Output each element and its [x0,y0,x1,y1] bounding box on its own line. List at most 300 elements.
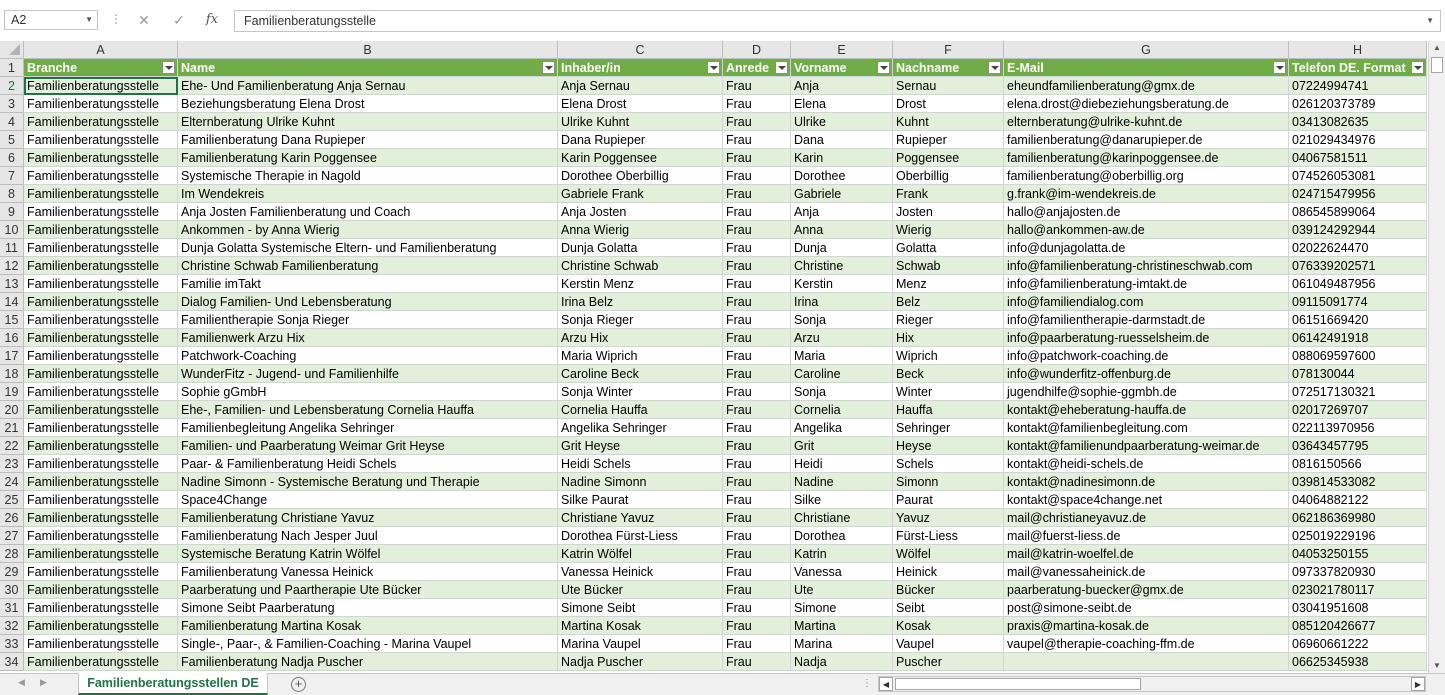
cell-nachname[interactable]: Simonn [893,473,1004,491]
cell-vorname[interactable]: Heidi [791,455,893,473]
filter-dropdown-icon[interactable] [775,61,788,74]
cell-inhaber[interactable]: Cornelia Hauffa [558,401,723,419]
cell-branche[interactable]: Familienberatungsstelle [24,185,178,203]
cell-branche[interactable]: Familienberatungsstelle [24,95,178,113]
sheet-tab-active[interactable]: Familienberatungsstellen DE [78,673,268,695]
row-number[interactable]: 11 [0,239,24,257]
cell-vorname[interactable]: Elena [791,95,893,113]
cell-telefon[interactable]: 04067581511 [1289,149,1427,167]
next-sheet-icon[interactable]: ▶ [40,677,47,687]
cell-email[interactable]: kontakt@heidi-schels.de [1004,455,1289,473]
scroll-down-icon[interactable]: ▼ [1433,661,1441,670]
cell-name[interactable]: Familie imTakt [178,275,558,293]
cell-email[interactable]: paarberatung-buecker@gmx.de [1004,581,1289,599]
row-number[interactable]: 29 [0,563,24,581]
cell-anrede[interactable]: Frau [723,599,791,617]
row-number[interactable]: 7 [0,167,24,185]
cell-vorname[interactable]: Silke [791,491,893,509]
cell-name[interactable]: Im Wendekreis [178,185,558,203]
cell-email[interactable]: vaupel@therapie-coaching-ffm.de [1004,635,1289,653]
column-header[interactable]: A [24,41,178,59]
cell-anrede[interactable]: Frau [723,491,791,509]
cell-name[interactable]: Familienberatung Christiane Yavuz [178,509,558,527]
cell-name[interactable]: Familienbegleitung Angelika Sehringer [178,419,558,437]
cell-nachname[interactable]: Sernau [893,77,1004,95]
cell-vorname[interactable]: Angelika [791,419,893,437]
cell-nachname[interactable]: Vaupel [893,635,1004,653]
cell-vorname[interactable]: Karin [791,149,893,167]
column-header[interactable]: D [723,41,791,59]
row-number[interactable]: 14 [0,293,24,311]
cell-telefon[interactable]: 025019229196 [1289,527,1427,545]
cell-branche[interactable]: Familienberatungsstelle [24,203,178,221]
cell-name[interactable]: Single-, Paar-, & Familien-Coaching - Marina Vaupel [178,635,558,653]
cell-vorname[interactable]: Irina [791,293,893,311]
insert-function-icon[interactable]: fx [205,12,219,27]
cell-anrede[interactable]: Frau [723,221,791,239]
cell-telefon[interactable]: 039814533082 [1289,473,1427,491]
cell-branche[interactable]: Familienberatungsstelle [24,347,178,365]
cell-branche[interactable]: Familienberatungsstelle [24,491,178,509]
cell-email[interactable]: info@familiendialog.com [1004,293,1289,311]
cell-branche[interactable]: Familienberatungsstelle [24,455,178,473]
cell-vorname[interactable]: Sonja [791,311,893,329]
row-number[interactable]: 6 [0,149,24,167]
cell-anrede[interactable]: Frau [723,113,791,131]
cell-vorname[interactable]: Cornelia [791,401,893,419]
cell-nachname[interactable]: Wölfel [893,545,1004,563]
cell-telefon[interactable]: 06142491918 [1289,329,1427,347]
cell-email[interactable]: info@paarberatung-ruesselsheim.de [1004,329,1289,347]
column-header[interactable]: C [558,41,723,59]
cell-branche[interactable]: Familienberatungsstelle [24,581,178,599]
cell-anrede[interactable]: Frau [723,275,791,293]
cell-branche[interactable]: Familienberatungsstelle [24,383,178,401]
cell-inhaber[interactable]: Dorothee Oberbillig [558,167,723,185]
cell-vorname[interactable]: Dana [791,131,893,149]
cell-nachname[interactable]: Belz [893,293,1004,311]
cell-vorname[interactable]: Katrin [791,545,893,563]
cell-anrede[interactable]: Frau [723,545,791,563]
cell-email[interactable]: kontakt@familienbegleitung.com [1004,419,1289,437]
cell-anrede[interactable]: Frau [723,563,791,581]
filter-dropdown-icon[interactable] [707,61,720,74]
cancel-icon[interactable]: ✕ [138,12,150,28]
cell-vorname[interactable]: Vanessa [791,563,893,581]
row-number[interactable]: 19 [0,383,24,401]
cell-telefon[interactable]: 03041951608 [1289,599,1427,617]
cell-nachname[interactable]: Bücker [893,581,1004,599]
cell-inhaber[interactable]: Ute Bücker [558,581,723,599]
row-number[interactable]: 17 [0,347,24,365]
row-number[interactable]: 25 [0,491,24,509]
scroll-up-icon[interactable]: ▲ [1433,43,1441,52]
cell-inhaber[interactable]: Simone Seibt [558,599,723,617]
cell-branche[interactable]: Familienberatungsstelle [24,149,178,167]
cell-anrede[interactable]: Frau [723,581,791,599]
cell-anrede[interactable]: Frau [723,473,791,491]
cell-name[interactable]: Ehe- Und Familienberatung Anja Sernau [178,77,558,95]
cell-vorname[interactable]: Marina [791,635,893,653]
row-number[interactable]: 22 [0,437,24,455]
cell-nachname[interactable]: Frank [893,185,1004,203]
cell-anrede[interactable]: Frau [723,239,791,257]
cell-email[interactable]: g.frank@im-wendekreis.de [1004,185,1289,203]
cell-telefon[interactable]: 02017269707 [1289,401,1427,419]
cell-anrede[interactable]: Frau [723,311,791,329]
row-number[interactable]: 18 [0,365,24,383]
cell-inhaber[interactable]: Nadine Simonn [558,473,723,491]
header-cell[interactable] [893,59,1004,77]
cell-nachname[interactable]: Poggensee [893,149,1004,167]
header-cell[interactable] [723,59,791,77]
cell-vorname[interactable]: Simone [791,599,893,617]
cell-nachname[interactable]: Paurat [893,491,1004,509]
enter-icon[interactable]: ✓ [173,12,185,28]
cell-vorname[interactable]: Gabriele [791,185,893,203]
cell-email[interactable]: mail@christianeyavuz.de [1004,509,1289,527]
expand-formula-icon[interactable]: ▼ [1426,16,1434,25]
cell-telefon[interactable]: 061049487956 [1289,275,1427,293]
row-number[interactable]: 16 [0,329,24,347]
cell-name[interactable]: WunderFitz - Jugend- und Familienhilfe [178,365,558,383]
cell-telefon[interactable]: 07224994741 [1289,77,1427,95]
cell-inhaber[interactable]: Ulrike Kuhnt [558,113,723,131]
cell-anrede[interactable]: Frau [723,203,791,221]
cell-email[interactable]: familienberatung@danarupieper.de [1004,131,1289,149]
filter-dropdown-icon[interactable] [542,61,555,74]
cell-email[interactable]: hallo@ankommen-aw.de [1004,221,1289,239]
cell-name[interactable]: Beziehungsberatung Elena Drost [178,95,558,113]
cell-nachname[interactable]: Hauffa [893,401,1004,419]
cell-branche[interactable]: Familienberatungsstelle [24,419,178,437]
cell-nachname[interactable]: Fürst-Liess [893,527,1004,545]
row-number[interactable]: 8 [0,185,24,203]
cell-nachname[interactable]: Oberbillig [893,167,1004,185]
cell-inhaber[interactable]: Heidi Schels [558,455,723,473]
row-number[interactable]: 23 [0,455,24,473]
cell-inhaber[interactable]: Vanessa Heinick [558,563,723,581]
cell-branche[interactable]: Familienberatungsstelle [24,77,178,95]
cell-branche[interactable]: Familienberatungsstelle [24,527,178,545]
cell-branche[interactable]: Familienberatungsstelle [24,275,178,293]
scroll-right-icon[interactable]: ▶ [1411,677,1425,691]
cell-email[interactable]: praxis@martina-kosak.de [1004,617,1289,635]
cell-nachname[interactable]: Sehringer [893,419,1004,437]
cell-vorname[interactable]: Ulrike [791,113,893,131]
column-header[interactable]: B [178,41,558,59]
cell-telefon[interactable]: 088069597600 [1289,347,1427,365]
filter-dropdown-icon[interactable] [877,61,890,74]
cell-inhaber[interactable]: Maria Wiprich [558,347,723,365]
cell-branche[interactable]: Familienberatungsstelle [24,635,178,653]
filter-dropdown-icon[interactable] [1273,61,1286,74]
cell-nachname[interactable]: Puscher [893,653,1004,671]
header-cell[interactable] [24,59,178,77]
cell-vorname[interactable]: Dunja [791,239,893,257]
cell-inhaber[interactable]: Angelika Sehringer [558,419,723,437]
cell-inhaber[interactable]: Caroline Beck [558,365,723,383]
cell-vorname[interactable]: Anja [791,77,893,95]
cell-vorname[interactable]: Ute [791,581,893,599]
cell-email[interactable]: familienberatung@karinpoggensee.de [1004,149,1289,167]
cell-telefon[interactable]: 04064882122 [1289,491,1427,509]
cell-nachname[interactable]: Kosak [893,617,1004,635]
cell-branche[interactable]: Familienberatungsstelle [24,473,178,491]
cell-telefon[interactable]: 076339202571 [1289,257,1427,275]
cell-branche[interactable]: Familienberatungsstelle [24,311,178,329]
row-number[interactable]: 32 [0,617,24,635]
cell-branche[interactable]: Familienberatungsstelle [24,653,178,671]
cell-email[interactable]: info@wunderfitz-offenburg.de [1004,365,1289,383]
cell-email[interactable]: elternberatung@ulrike-kuhnt.de [1004,113,1289,131]
cell-branche[interactable]: Familienberatungsstelle [24,545,178,563]
cell-branche[interactable]: Familienberatungsstelle [24,617,178,635]
cell-name[interactable]: Familienberatung Nach Jesper Juul [178,527,558,545]
cell-telefon[interactable]: 072517130321 [1289,383,1427,401]
column-header[interactable]: G [1004,41,1289,59]
add-sheet-icon[interactable]: + [291,677,306,692]
cell-name[interactable]: Familienberatung Karin Poggensee [178,149,558,167]
row-number[interactable]: 20 [0,401,24,419]
cell-name[interactable]: Patchwork-Coaching [178,347,558,365]
cell-vorname[interactable]: Anja [791,203,893,221]
cell-nachname[interactable]: Rupieper [893,131,1004,149]
cell-anrede[interactable]: Frau [723,185,791,203]
cell-email[interactable]: info@familienberatung-imtakt.de [1004,275,1289,293]
cell-name[interactable]: Sophie gGmbH [178,383,558,401]
scroll-thumb[interactable] [1431,57,1443,73]
header-cell[interactable] [1289,59,1427,77]
cell-anrede[interactable]: Frau [723,419,791,437]
header-cell[interactable] [178,59,558,77]
cell-name[interactable]: Familienberatung Nadja Puscher [178,653,558,671]
cell-email[interactable]: familienberatung@oberbillig.org [1004,167,1289,185]
cell-name[interactable]: Space4Change [178,491,558,509]
cell-branche[interactable]: Familienberatungsstelle [24,113,178,131]
cell-email[interactable]: jugendhilfe@sophie-ggmbh.de [1004,383,1289,401]
cell-email[interactable]: kontakt@eheberatung-hauffa.de [1004,401,1289,419]
cell-telefon[interactable]: 039124292944 [1289,221,1427,239]
cell-name[interactable]: Familientherapie Sonja Rieger [178,311,558,329]
cell-branche[interactable]: Familienberatungsstelle [24,365,178,383]
cell-telefon[interactable]: 085120426677 [1289,617,1427,635]
cell-email[interactable]: info@dunjagolatta.de [1004,239,1289,257]
row-number[interactable]: 10 [0,221,24,239]
cell-telefon[interactable]: 086545899064 [1289,203,1427,221]
row-number[interactable]: 27 [0,527,24,545]
row-number[interactable]: 24 [0,473,24,491]
cell-anrede[interactable]: Frau [723,383,791,401]
cell-email[interactable]: info@familienberatung-christineschwab.com [1004,257,1289,275]
cell-vorname[interactable]: Arzu [791,329,893,347]
cell-anrede[interactable]: Frau [723,329,791,347]
cell-anrede[interactable]: Frau [723,77,791,95]
cell-vorname[interactable]: Christine [791,257,893,275]
cell-nachname[interactable]: Yavuz [893,509,1004,527]
cell-telefon[interactable]: 0816150566 [1289,455,1427,473]
cell-vorname[interactable]: Sonja [791,383,893,401]
cell-inhaber[interactable]: Irina Belz [558,293,723,311]
cell-nachname[interactable]: Winter [893,383,1004,401]
cell-nachname[interactable]: Schwab [893,257,1004,275]
row-number[interactable]: 4 [0,113,24,131]
header-cell[interactable] [1004,59,1289,77]
scroll-left-icon[interactable]: ◀ [879,677,893,691]
cell-nachname[interactable]: Kuhnt [893,113,1004,131]
cell-name[interactable]: Nadine Simonn - Systemische Beratung und Therapie [178,473,558,491]
cell-branche[interactable]: Familienberatungsstelle [24,293,178,311]
cell-email[interactable]: info@familientherapie-darmstadt.de [1004,311,1289,329]
cell-email[interactable]: kontakt@familienundpaarberatung-weimar.de [1004,437,1289,455]
cell-name[interactable]: Paar- & Familienberatung Heidi Schels [178,455,558,473]
cell-inhaber[interactable]: Marina Vaupel [558,635,723,653]
cell-email[interactable]: eheundfamilienberatung@gmx.de [1004,77,1289,95]
cell-name[interactable]: Anja Josten Familienberatung und Coach [178,203,558,221]
cell-anrede[interactable]: Frau [723,653,791,671]
cell-inhaber[interactable]: Dunja Golatta [558,239,723,257]
cell-vorname[interactable]: Maria [791,347,893,365]
cell-inhaber[interactable]: Dana Rupieper [558,131,723,149]
cell-anrede[interactable]: Frau [723,95,791,113]
cell-inhaber[interactable]: Anja Josten [558,203,723,221]
cell-email[interactable]: mail@vanessaheinick.de [1004,563,1289,581]
cell-telefon[interactable]: 03643457795 [1289,437,1427,455]
filter-dropdown-icon[interactable] [162,61,175,74]
cell-anrede[interactable]: Frau [723,293,791,311]
cell-vorname[interactable]: Caroline [791,365,893,383]
cell-vorname[interactable]: Anna [791,221,893,239]
cell-branche[interactable]: Familienberatungsstelle [24,131,178,149]
cell-anrede[interactable]: Frau [723,509,791,527]
cell-anrede[interactable]: Frau [723,149,791,167]
cell-anrede[interactable]: Frau [723,401,791,419]
cell-nachname[interactable]: Wierig [893,221,1004,239]
cell-inhaber[interactable]: Silke Paurat [558,491,723,509]
cell-name[interactable]: Ankommen - by Anna Wierig [178,221,558,239]
row-number[interactable]: 28 [0,545,24,563]
cell-vorname[interactable]: Martina [791,617,893,635]
cell-telefon[interactable]: 062186369980 [1289,509,1427,527]
cell-nachname[interactable]: Hix [893,329,1004,347]
cell-vorname[interactable]: Kerstin [791,275,893,293]
chevron-down-icon[interactable]: ▼ [85,15,93,24]
filter-dropdown-icon[interactable] [988,61,1001,74]
row-number[interactable]: 30 [0,581,24,599]
cell-email[interactable]: info@patchwork-coaching.de [1004,347,1289,365]
formula-input[interactable] [234,10,1441,32]
row-number[interactable]: 15 [0,311,24,329]
cell-inhaber[interactable]: Martina Kosak [558,617,723,635]
cell-name[interactable]: Dunja Golatta Systemische Eltern- und Familienberatung [178,239,558,257]
cell-email[interactable] [1004,653,1289,671]
cell-name[interactable]: Familienberatung Vanessa Heinick [178,563,558,581]
cell-inhaber[interactable]: Sonja Rieger [558,311,723,329]
row-number[interactable]: 9 [0,203,24,221]
filter-dropdown-icon[interactable] [1411,61,1424,74]
column-header[interactable]: H [1289,41,1427,59]
cell-inhaber[interactable]: Katrin Wölfel [558,545,723,563]
cell-inhaber[interactable]: Dorothea Fürst-Liess [558,527,723,545]
row-number[interactable]: 12 [0,257,24,275]
cell-nachname[interactable]: Rieger [893,311,1004,329]
cell-inhaber[interactable]: Grit Heyse [558,437,723,455]
row-number[interactable]: 31 [0,599,24,617]
horizontal-scrollbar[interactable] [878,676,1426,692]
cell-telefon[interactable]: 024715479956 [1289,185,1427,203]
select-all-corner[interactable] [0,41,24,59]
cell-telefon[interactable]: 03413082635 [1289,113,1427,131]
cell-name[interactable]: Familien- und Paarberatung Weimar Grit Heyse [178,437,558,455]
cell-inhaber[interactable]: Anna Wierig [558,221,723,239]
cell-telefon[interactable]: 022113970956 [1289,419,1427,437]
cell-branche[interactable]: Familienberatungsstelle [24,167,178,185]
cell-anrede[interactable]: Frau [723,527,791,545]
cell-vorname[interactable]: Dorothea [791,527,893,545]
cell-inhaber[interactable]: Karin Poggensee [558,149,723,167]
cell-telefon[interactable]: 026120373789 [1289,95,1427,113]
cell-email[interactable]: kontakt@nadinesimonn.de [1004,473,1289,491]
cell-email[interactable]: post@simone-seibt.de [1004,599,1289,617]
column-header[interactable]: F [893,41,1004,59]
cell-vorname[interactable]: Nadja [791,653,893,671]
cell-telefon[interactable]: 04053250155 [1289,545,1427,563]
tab-splitter-icon[interactable]: ⋮ [862,678,872,689]
cell-vorname[interactable]: Nadine [791,473,893,491]
cell-inhaber[interactable]: Arzu Hix [558,329,723,347]
cell-name[interactable]: Familienwerk Arzu Hix [178,329,558,347]
cell-telefon[interactable]: 02022624470 [1289,239,1427,257]
cell-telefon[interactable]: 078130044 [1289,365,1427,383]
row-number[interactable]: 1 [0,59,24,77]
cell-email[interactable]: mail@fuerst-liess.de [1004,527,1289,545]
cell-email[interactable]: hallo@anjajosten.de [1004,203,1289,221]
cell-branche[interactable]: Familienberatungsstelle [24,401,178,419]
row-number[interactable]: 26 [0,509,24,527]
cell-telefon[interactable]: 06625345938 [1289,653,1427,671]
cell-email[interactable]: kontakt@space4change.net [1004,491,1289,509]
cell-anrede[interactable]: Frau [723,437,791,455]
cell-branche[interactable]: Familienberatungsstelle [24,329,178,347]
cell-branche[interactable]: Familienberatungsstelle [24,509,178,527]
spreadsheet-grid[interactable] [0,41,1427,673]
cell-inhaber[interactable]: Elena Drost [558,95,723,113]
cell-name[interactable]: Paarberatung und Paartherapie Ute Bücker [178,581,558,599]
cell-vorname[interactable]: Christiane [791,509,893,527]
cell-name[interactable]: Systemische Beratung Katrin Wölfel [178,545,558,563]
cell-anrede[interactable]: Frau [723,617,791,635]
cell-telefon[interactable]: 021029434976 [1289,131,1427,149]
cell-anrede[interactable]: Frau [723,347,791,365]
name-box[interactable] [4,10,98,30]
cell-branche[interactable]: Familienberatungsstelle [24,599,178,617]
cell-vorname[interactable]: Dorothee [791,167,893,185]
cell-telefon[interactable]: 06960661222 [1289,635,1427,653]
cell-telefon[interactable]: 06151669420 [1289,311,1427,329]
row-number[interactable]: 34 [0,653,24,671]
cell-telefon[interactable]: 023021780117 [1289,581,1427,599]
cell-anrede[interactable]: Frau [723,635,791,653]
header-cell[interactable] [791,59,893,77]
cell-nachname[interactable]: Schels [893,455,1004,473]
cell-nachname[interactable]: Menz [893,275,1004,293]
row-number[interactable]: 21 [0,419,24,437]
row-number[interactable]: 13 [0,275,24,293]
cell-branche[interactable]: Familienberatungsstelle [24,257,178,275]
cell-name[interactable]: Christine Schwab Familienberatung [178,257,558,275]
cell-nachname[interactable]: Seibt [893,599,1004,617]
cell-name[interactable]: Elternberatung Ulrike Kuhnt [178,113,558,131]
